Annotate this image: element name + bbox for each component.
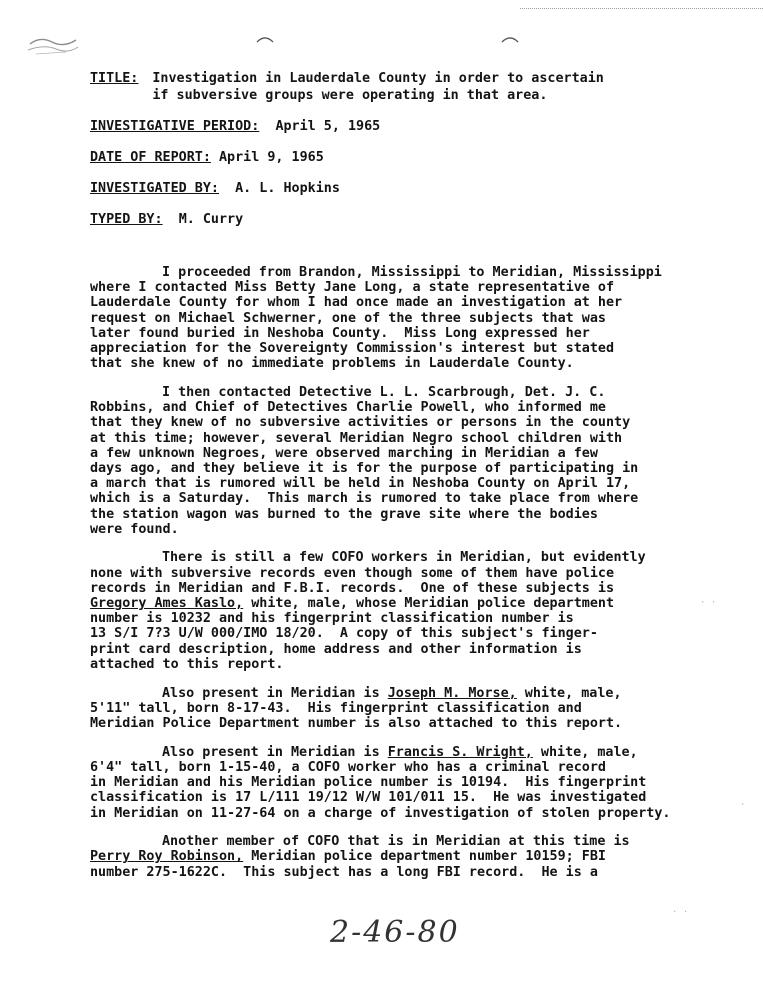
typed-by-row (90, 211, 730, 228)
investigated-by-row (90, 180, 730, 197)
investigated-by-value: A. L. Hopkins (235, 181, 340, 196)
title-row (90, 70, 730, 104)
paragraph-joseph-morse (90, 686, 740, 732)
investigative-period-label: INVESTIGATIVE PERIOD: (90, 119, 260, 134)
subject-name-wright: Francis S. Wright, (387, 744, 533, 760)
paragraph-text: Meridian police department number 10159; FBI number 275-1622C. This subject has a long FBI record. He is a (90, 849, 606, 880)
handwritten-page-number: 2-46-80 (330, 915, 460, 950)
investigative-period-row (90, 118, 730, 135)
paragraph-francis-wright (90, 745, 740, 821)
paragraph-text: white, male, whose Meridian police department number is 10232 and his fingerprint classification number is 13 S/I 7?3 U/W 000/IMO 18/20. A copy of this subject's finger- print card description, home address and other information is attached to this report. (90, 596, 615, 672)
corner-smudge-mark (26, 34, 81, 56)
subject-name-kaslo: Gregory Ames Kaslo, (90, 596, 244, 612)
paragraph-detectives-contacted (90, 385, 740, 537)
paragraph-brandon-to-meridian (90, 265, 740, 371)
scan-speck: · · (700, 598, 717, 608)
paragraph-cofo-workers (90, 550, 740, 672)
report-date-label: DATE OF REPORT: (90, 150, 211, 165)
subject-name-robinson: Perry Roy Robinson, (90, 849, 244, 865)
paragraph-perry-robinson (90, 834, 740, 880)
subject-name-morse: Joseph M. Morse, (387, 685, 517, 701)
typed-by-label: TYPED BY: (90, 212, 163, 227)
report-date-value: April 9, 1965 (219, 150, 324, 165)
report-header (90, 70, 730, 228)
investigated-by-label: INVESTIGATED BY: (90, 181, 219, 196)
paragraph-text: white, male, 6'4" tall, born 1-15-40, a COFO worker who has a criminal record in Meridian and his Meridian police number is 10194. His fingerprint classification is 17 L/111 19/12 W/W 101/011 15. He was investigated in Meridian on 11-27-64 on a charge of investigation of stolen property. (90, 744, 671, 821)
paragraph-text: Also present in Meridian is (162, 685, 388, 701)
paragraph-text: I then contacted Detective L. L. Scarbrough, Det. J. C. Robbins, and Chief of Detectives Charlie Powell, who informed me that they knew of no subversive activities or persons in the county at this time; however, several Meridian Negro school children with a few unknown Negroes, were observed marching in Meridian a few days ago, and they believe it is for the purpose of participating in a march that is rumored will be held in Neshoba County on April 17, which is a Saturday. This march is rumored to take place from where the station wagon was burned to the grave site where the bodies were found. (90, 384, 639, 537)
scan-mark-right (500, 34, 520, 44)
scan-speck: . . (672, 905, 689, 915)
title-value: Investigation in Lauderdale County in order to ascertain if subversive groups were operating in that area. (152, 71, 604, 103)
scan-mark-left (255, 34, 275, 44)
typed-by-value: M. Curry (178, 212, 244, 227)
scan-speck: · (740, 800, 746, 810)
title-label: TITLE: (90, 71, 139, 86)
paragraph-text: There is still a few COFO workers in Meridian, but evidently none with subversive records even though some of them have police records in Meridian and F.B.I. records. One of these subjects is (90, 550, 646, 596)
top-border-rule (520, 8, 763, 9)
investigative-period-value: April 5, 1965 (275, 119, 381, 134)
paragraph-text: I proceeded from Brandon, Mississippi to Meridian, Mississippi where I contacted Miss Betty Jane Long, a state representative of Lauderdale County for whom I had once made an investigation at her request on Michael Schwerner, one of the three subjects that was later found buried in Neshoba County. Miss Long expressed her appreciation for the Sovereignty Commission's interest but stated that she knew of no immediate problems in Lauderdale County. (90, 265, 662, 372)
report-body (90, 265, 740, 893)
paragraph-text: Another member of COFO that is in Meridian at this time is (162, 834, 630, 850)
report-date-row (90, 149, 730, 166)
paragraph-text: Also present in Meridian is (162, 744, 388, 760)
paragraph-text: white, male, 5'11" tall, born 8-17-43. His fingerprint classification and Meridian Police Department number is also attached to this report. (90, 685, 623, 731)
